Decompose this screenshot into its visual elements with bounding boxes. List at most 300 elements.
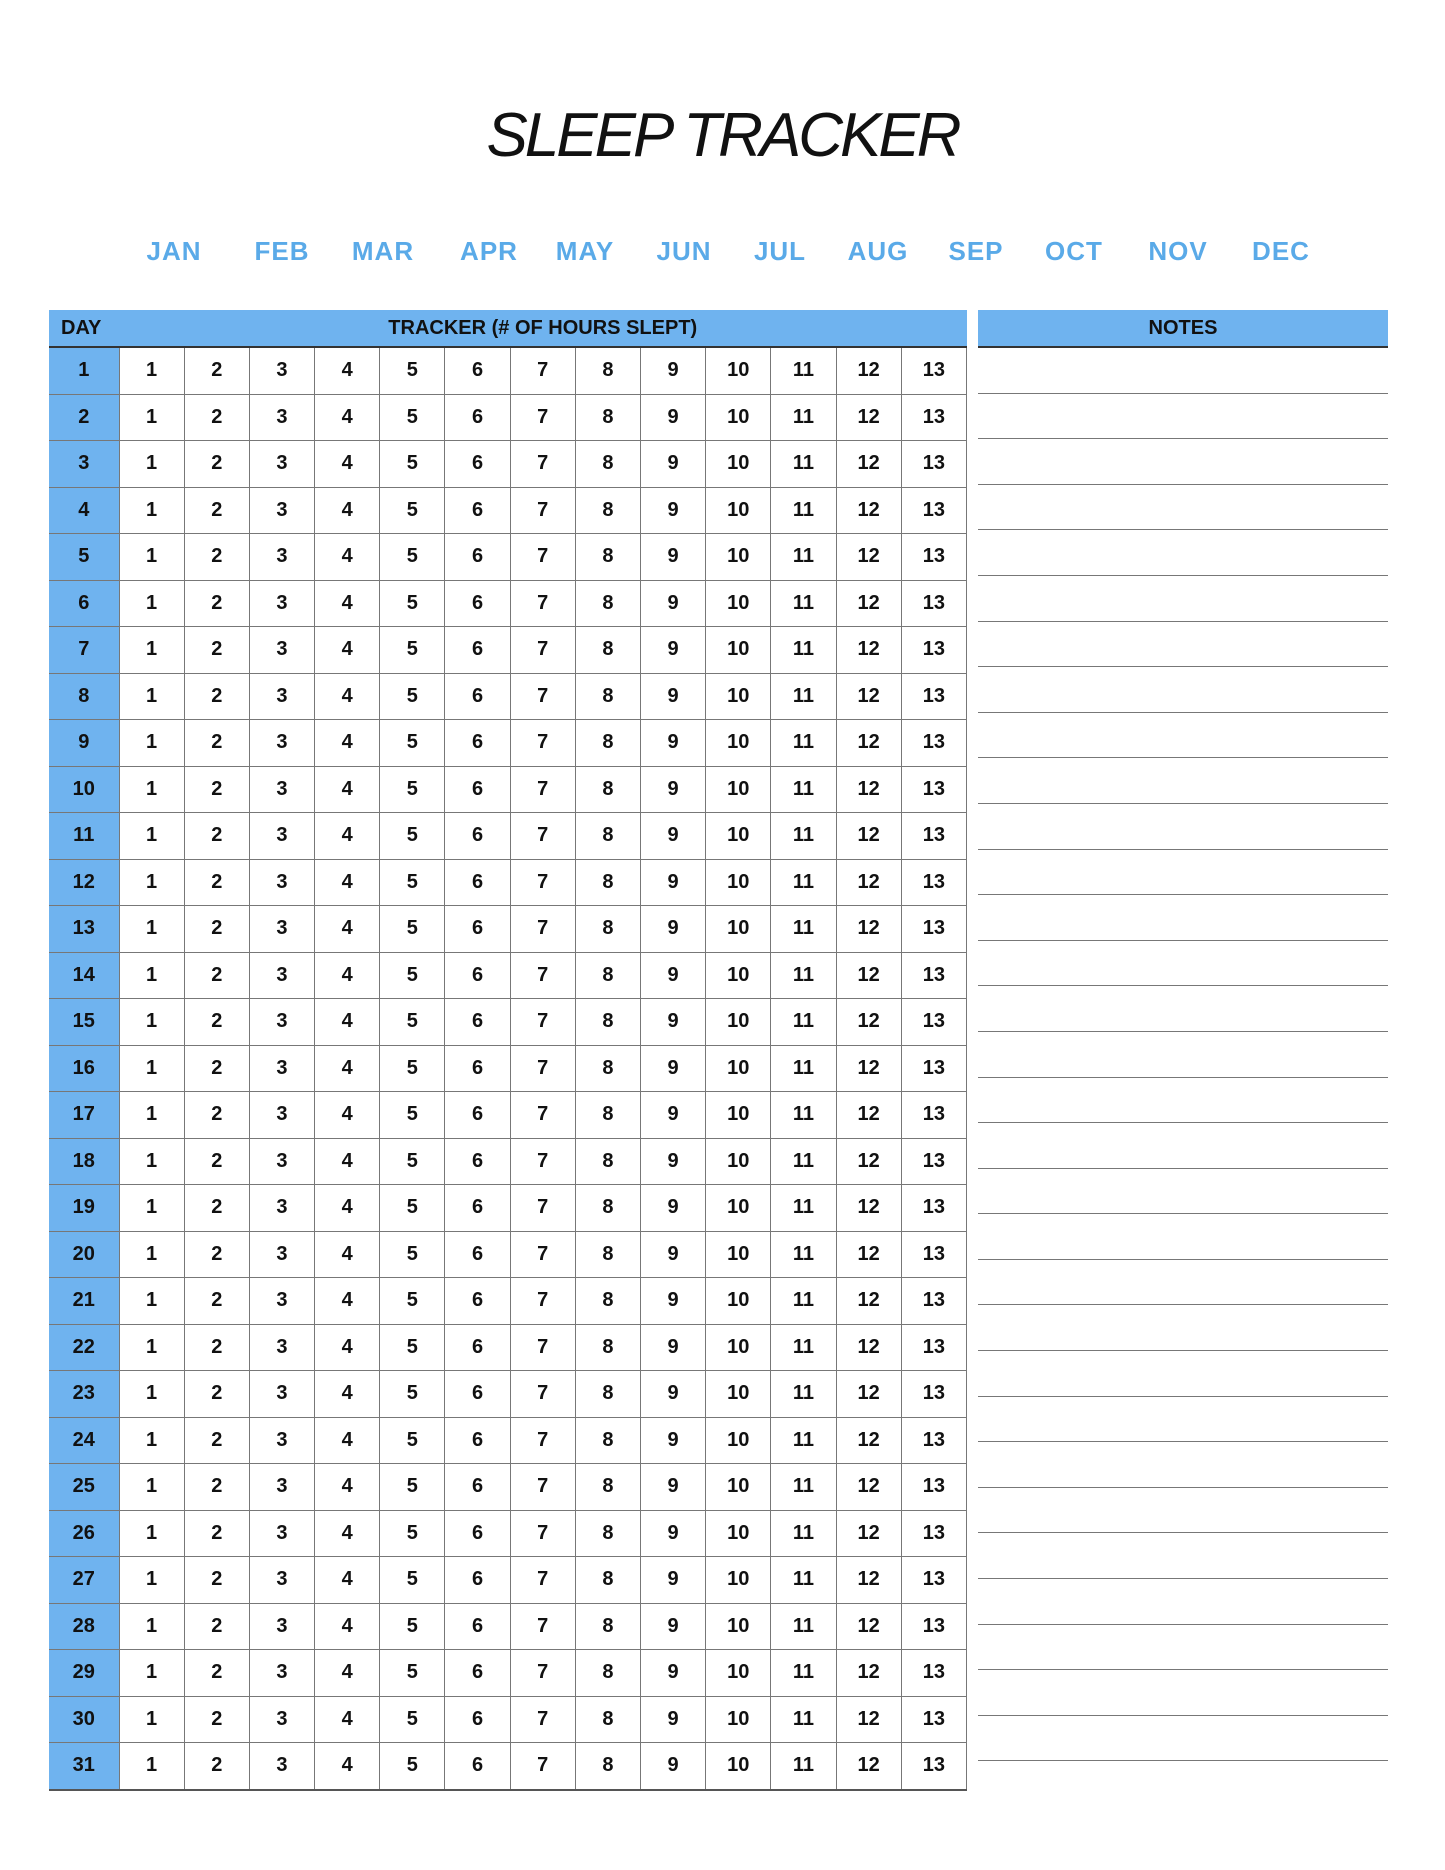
hour-cell[interactable]: 1 <box>119 1417 184 1464</box>
hour-cell[interactable]: 11 <box>771 1138 836 1185</box>
hour-cell[interactable]: 3 <box>249 1417 314 1464</box>
hour-cell[interactable]: 1 <box>119 1231 184 1278</box>
hour-cell[interactable]: 7 <box>510 1324 575 1371</box>
hour-cell[interactable]: 13 <box>901 1185 966 1232</box>
note-line[interactable] <box>978 485 1388 531</box>
hour-cell[interactable]: 3 <box>249 1092 314 1139</box>
hour-cell[interactable]: 4 <box>315 1417 380 1464</box>
hour-cell[interactable]: 5 <box>380 1092 445 1139</box>
hour-cell[interactable]: 9 <box>641 1092 706 1139</box>
hour-cell[interactable]: 7 <box>510 859 575 906</box>
hour-cell[interactable]: 11 <box>771 487 836 534</box>
hour-cell[interactable]: 4 <box>315 1557 380 1604</box>
hour-cell[interactable]: 13 <box>901 1510 966 1557</box>
hour-cell[interactable]: 5 <box>380 487 445 534</box>
hour-cell[interactable]: 5 <box>380 1464 445 1511</box>
hour-cell[interactable]: 7 <box>510 1603 575 1650</box>
hour-cell[interactable]: 9 <box>641 1464 706 1511</box>
note-line[interactable] <box>978 1716 1388 1762</box>
hour-cell[interactable]: 6 <box>445 859 510 906</box>
hour-cell[interactable]: 13 <box>901 1557 966 1604</box>
hour-cell[interactable]: 12 <box>836 1650 901 1697</box>
hour-cell[interactable]: 3 <box>249 766 314 813</box>
hour-cell[interactable]: 11 <box>771 1324 836 1371</box>
hour-cell[interactable]: 8 <box>575 627 640 674</box>
hour-cell[interactable]: 13 <box>901 1371 966 1418</box>
hour-cell[interactable]: 2 <box>184 627 249 674</box>
hour-cell[interactable]: 2 <box>184 1557 249 1604</box>
hour-cell[interactable]: 4 <box>315 1464 380 1511</box>
hour-cell[interactable]: 5 <box>380 534 445 581</box>
hour-cell[interactable]: 4 <box>315 487 380 534</box>
hour-cell[interactable]: 2 <box>184 1650 249 1697</box>
month-may[interactable]: MAY <box>555 236 615 266</box>
hour-cell[interactable]: 13 <box>901 999 966 1046</box>
hour-cell[interactable]: 13 <box>901 1650 966 1697</box>
hour-cell[interactable]: 10 <box>706 999 771 1046</box>
hour-cell[interactable]: 9 <box>641 627 706 674</box>
hour-cell[interactable]: 10 <box>706 1138 771 1185</box>
hour-cell[interactable]: 10 <box>706 720 771 767</box>
hour-cell[interactable]: 11 <box>771 1464 836 1511</box>
hour-cell[interactable]: 7 <box>510 1650 575 1697</box>
hour-cell[interactable]: 13 <box>901 906 966 953</box>
hour-cell[interactable]: 10 <box>706 673 771 720</box>
hour-cell[interactable]: 11 <box>771 1045 836 1092</box>
hour-cell[interactable]: 7 <box>510 1557 575 1604</box>
note-line[interactable] <box>978 1032 1388 1078</box>
hour-cell[interactable]: 3 <box>249 580 314 627</box>
hour-cell[interactable]: 5 <box>380 1231 445 1278</box>
hour-cell[interactable]: 8 <box>575 1464 640 1511</box>
hour-cell[interactable]: 13 <box>901 1138 966 1185</box>
month-aug[interactable]: AUG <box>847 236 909 266</box>
hour-cell[interactable]: 3 <box>249 1603 314 1650</box>
note-line[interactable] <box>978 394 1388 440</box>
hour-cell[interactable]: 9 <box>641 1417 706 1464</box>
hour-cell[interactable]: 11 <box>771 1371 836 1418</box>
hour-cell[interactable]: 13 <box>901 347 966 394</box>
hour-cell[interactable]: 3 <box>249 1138 314 1185</box>
hour-cell[interactable]: 3 <box>249 1743 314 1790</box>
hour-cell[interactable]: 11 <box>771 394 836 441</box>
hour-cell[interactable]: 7 <box>510 813 575 860</box>
hour-cell[interactable]: 12 <box>836 859 901 906</box>
hour-cell[interactable]: 6 <box>445 1696 510 1743</box>
hour-cell[interactable]: 1 <box>119 673 184 720</box>
hour-cell[interactable]: 10 <box>706 1231 771 1278</box>
hour-cell[interactable]: 5 <box>380 720 445 767</box>
hour-cell[interactable]: 13 <box>901 394 966 441</box>
hour-cell[interactable]: 8 <box>575 1185 640 1232</box>
hour-cell[interactable]: 1 <box>119 1650 184 1697</box>
hour-cell[interactable]: 3 <box>249 673 314 720</box>
hour-cell[interactable]: 3 <box>249 487 314 534</box>
hour-cell[interactable]: 6 <box>445 1417 510 1464</box>
note-line[interactable] <box>978 576 1388 622</box>
hour-cell[interactable]: 7 <box>510 487 575 534</box>
hour-cell[interactable]: 8 <box>575 1417 640 1464</box>
hour-cell[interactable]: 9 <box>641 1650 706 1697</box>
hour-cell[interactable]: 10 <box>706 1278 771 1325</box>
hour-cell[interactable]: 3 <box>249 1557 314 1604</box>
hour-cell[interactable]: 13 <box>901 441 966 488</box>
hour-cell[interactable]: 4 <box>315 906 380 953</box>
hour-cell[interactable]: 6 <box>445 999 510 1046</box>
hour-cell[interactable]: 6 <box>445 1138 510 1185</box>
hour-cell[interactable]: 11 <box>771 1650 836 1697</box>
hour-cell[interactable]: 4 <box>315 1138 380 1185</box>
hour-cell[interactable]: 9 <box>641 1603 706 1650</box>
hour-cell[interactable]: 9 <box>641 720 706 767</box>
hour-cell[interactable]: 10 <box>706 1092 771 1139</box>
hour-cell[interactable]: 11 <box>771 1743 836 1790</box>
hour-cell[interactable]: 5 <box>380 999 445 1046</box>
hour-cell[interactable]: 9 <box>641 999 706 1046</box>
hour-cell[interactable]: 1 <box>119 906 184 953</box>
hour-cell[interactable]: 7 <box>510 673 575 720</box>
hour-cell[interactable]: 2 <box>184 487 249 534</box>
hour-cell[interactable]: 2 <box>184 720 249 767</box>
note-line[interactable] <box>978 1078 1388 1124</box>
note-line[interactable] <box>978 1305 1388 1351</box>
hour-cell[interactable]: 11 <box>771 534 836 581</box>
hour-cell[interactable]: 6 <box>445 673 510 720</box>
hour-cell[interactable]: 7 <box>510 627 575 674</box>
hour-cell[interactable]: 3 <box>249 813 314 860</box>
note-line[interactable] <box>978 941 1388 987</box>
hour-cell[interactable]: 1 <box>119 394 184 441</box>
hour-cell[interactable]: 4 <box>315 347 380 394</box>
hour-cell[interactable]: 10 <box>706 487 771 534</box>
hour-cell[interactable]: 5 <box>380 1417 445 1464</box>
hour-cell[interactable]: 1 <box>119 441 184 488</box>
hour-cell[interactable]: 13 <box>901 1231 966 1278</box>
hour-cell[interactable]: 7 <box>510 1371 575 1418</box>
hour-cell[interactable]: 2 <box>184 1278 249 1325</box>
hour-cell[interactable]: 13 <box>901 859 966 906</box>
hour-cell[interactable]: 6 <box>445 534 510 581</box>
hour-cell[interactable]: 1 <box>119 1371 184 1418</box>
hour-cell[interactable]: 7 <box>510 1510 575 1557</box>
hour-cell[interactable]: 11 <box>771 1603 836 1650</box>
hour-cell[interactable]: 6 <box>445 347 510 394</box>
month-mar[interactable]: MAR <box>351 236 415 266</box>
hour-cell[interactable]: 8 <box>575 534 640 581</box>
hour-cell[interactable]: 6 <box>445 627 510 674</box>
month-feb[interactable]: FEB <box>254 236 310 266</box>
hour-cell[interactable]: 10 <box>706 1464 771 1511</box>
hour-cell[interactable]: 5 <box>380 1696 445 1743</box>
note-line[interactable] <box>978 439 1388 485</box>
hour-cell[interactable]: 9 <box>641 347 706 394</box>
hour-cell[interactable]: 4 <box>315 1278 380 1325</box>
hour-cell[interactable]: 6 <box>445 1650 510 1697</box>
hour-cell[interactable]: 10 <box>706 952 771 999</box>
note-line[interactable] <box>978 1488 1388 1534</box>
hour-cell[interactable]: 8 <box>575 673 640 720</box>
hour-cell[interactable]: 8 <box>575 394 640 441</box>
hour-cell[interactable]: 8 <box>575 952 640 999</box>
hour-cell[interactable]: 6 <box>445 906 510 953</box>
hour-cell[interactable]: 8 <box>575 1324 640 1371</box>
hour-cell[interactable]: 10 <box>706 813 771 860</box>
hour-cell[interactable]: 6 <box>445 813 510 860</box>
hour-cell[interactable]: 10 <box>706 1603 771 1650</box>
hour-cell[interactable]: 5 <box>380 441 445 488</box>
hour-cell[interactable]: 5 <box>380 1603 445 1650</box>
hour-cell[interactable]: 1 <box>119 580 184 627</box>
hour-cell[interactable]: 6 <box>445 1743 510 1790</box>
hour-cell[interactable]: 4 <box>315 534 380 581</box>
hour-cell[interactable]: 4 <box>315 1045 380 1092</box>
month-nov[interactable]: NOV <box>1148 236 1208 266</box>
hour-cell[interactable]: 2 <box>184 859 249 906</box>
hour-cell[interactable]: 10 <box>706 534 771 581</box>
hour-cell[interactable]: 11 <box>771 1557 836 1604</box>
hour-cell[interactable]: 9 <box>641 1185 706 1232</box>
hour-cell[interactable]: 5 <box>380 766 445 813</box>
hour-cell[interactable]: 9 <box>641 1278 706 1325</box>
hour-cell[interactable]: 4 <box>315 441 380 488</box>
hour-cell[interactable]: 10 <box>706 580 771 627</box>
note-line[interactable] <box>978 348 1388 394</box>
hour-cell[interactable]: 4 <box>315 1696 380 1743</box>
hour-cell[interactable]: 7 <box>510 766 575 813</box>
hour-cell[interactable]: 7 <box>510 1231 575 1278</box>
hour-cell[interactable]: 3 <box>249 906 314 953</box>
hour-cell[interactable]: 4 <box>315 1743 380 1790</box>
hour-cell[interactable]: 7 <box>510 394 575 441</box>
hour-cell[interactable]: 13 <box>901 813 966 860</box>
note-line[interactable] <box>978 1625 1388 1671</box>
hour-cell[interactable]: 9 <box>641 766 706 813</box>
hour-cell[interactable]: 12 <box>836 1603 901 1650</box>
hour-cell[interactable]: 4 <box>315 952 380 999</box>
hour-cell[interactable]: 4 <box>315 1231 380 1278</box>
hour-cell[interactable]: 4 <box>315 1650 380 1697</box>
hour-cell[interactable]: 10 <box>706 1696 771 1743</box>
hour-cell[interactable]: 12 <box>836 999 901 1046</box>
hour-cell[interactable]: 3 <box>249 394 314 441</box>
hour-cell[interactable]: 3 <box>249 1510 314 1557</box>
hour-cell[interactable]: 3 <box>249 952 314 999</box>
hour-cell[interactable]: 1 <box>119 487 184 534</box>
hour-cell[interactable]: 11 <box>771 580 836 627</box>
hour-cell[interactable]: 1 <box>119 1464 184 1511</box>
hour-cell[interactable]: 4 <box>315 1092 380 1139</box>
note-line[interactable] <box>978 1533 1388 1579</box>
hour-cell[interactable]: 5 <box>380 1510 445 1557</box>
hour-cell[interactable]: 13 <box>901 673 966 720</box>
hour-cell[interactable]: 3 <box>249 859 314 906</box>
note-line[interactable] <box>978 713 1388 759</box>
hour-cell[interactable]: 1 <box>119 1603 184 1650</box>
hour-cell[interactable]: 11 <box>771 441 836 488</box>
hour-cell[interactable]: 13 <box>901 1743 966 1790</box>
hour-cell[interactable]: 11 <box>771 347 836 394</box>
hour-cell[interactable]: 12 <box>836 534 901 581</box>
hour-cell[interactable]: 7 <box>510 720 575 767</box>
hour-cell[interactable]: 2 <box>184 813 249 860</box>
hour-cell[interactable]: 3 <box>249 1371 314 1418</box>
hour-cell[interactable]: 13 <box>901 1324 966 1371</box>
hour-cell[interactable]: 7 <box>510 441 575 488</box>
hour-cell[interactable]: 9 <box>641 1138 706 1185</box>
hour-cell[interactable]: 2 <box>184 673 249 720</box>
hour-cell[interactable]: 1 <box>119 720 184 767</box>
hour-cell[interactable]: 7 <box>510 1743 575 1790</box>
hour-cell[interactable]: 11 <box>771 1231 836 1278</box>
hour-cell[interactable]: 12 <box>836 906 901 953</box>
hour-cell[interactable]: 2 <box>184 1045 249 1092</box>
hour-cell[interactable]: 11 <box>771 813 836 860</box>
hour-cell[interactable]: 11 <box>771 1696 836 1743</box>
hour-cell[interactable]: 8 <box>575 999 640 1046</box>
hour-cell[interactable]: 9 <box>641 487 706 534</box>
hour-cell[interactable]: 11 <box>771 1510 836 1557</box>
hour-cell[interactable]: 9 <box>641 1557 706 1604</box>
hour-cell[interactable]: 3 <box>249 1696 314 1743</box>
hour-cell[interactable]: 10 <box>706 766 771 813</box>
hour-cell[interactable]: 6 <box>445 1278 510 1325</box>
hour-cell[interactable]: 9 <box>641 580 706 627</box>
hour-cell[interactable]: 4 <box>315 813 380 860</box>
hour-cell[interactable]: 2 <box>184 1185 249 1232</box>
hour-cell[interactable]: 5 <box>380 1185 445 1232</box>
hour-cell[interactable]: 8 <box>575 1278 640 1325</box>
hour-cell[interactable]: 7 <box>510 952 575 999</box>
hour-cell[interactable]: 11 <box>771 1278 836 1325</box>
hour-cell[interactable]: 5 <box>380 1557 445 1604</box>
hour-cell[interactable]: 10 <box>706 1324 771 1371</box>
hour-cell[interactable]: 9 <box>641 906 706 953</box>
hour-cell[interactable]: 7 <box>510 1045 575 1092</box>
hour-cell[interactable]: 1 <box>119 1696 184 1743</box>
hour-cell[interactable]: 4 <box>315 394 380 441</box>
hour-cell[interactable]: 9 <box>641 1045 706 1092</box>
hour-cell[interactable]: 1 <box>119 952 184 999</box>
hour-cell[interactable]: 11 <box>771 1417 836 1464</box>
hour-cell[interactable]: 4 <box>315 859 380 906</box>
hour-cell[interactable]: 7 <box>510 1092 575 1139</box>
hour-cell[interactable]: 9 <box>641 534 706 581</box>
hour-cell[interactable]: 12 <box>836 1557 901 1604</box>
hour-cell[interactable]: 13 <box>901 1603 966 1650</box>
note-line[interactable] <box>978 1169 1388 1215</box>
hour-cell[interactable]: 10 <box>706 347 771 394</box>
hour-cell[interactable]: 2 <box>184 1092 249 1139</box>
hour-cell[interactable]: 1 <box>119 534 184 581</box>
hour-cell[interactable]: 5 <box>380 1045 445 1092</box>
note-line[interactable] <box>978 758 1388 804</box>
hour-cell[interactable]: 10 <box>706 1371 771 1418</box>
hour-cell[interactable]: 2 <box>184 952 249 999</box>
hour-cell[interactable]: 10 <box>706 441 771 488</box>
note-line[interactable] <box>978 1579 1388 1625</box>
note-line[interactable] <box>978 1214 1388 1260</box>
hour-cell[interactable]: 2 <box>184 1603 249 1650</box>
hour-cell[interactable]: 12 <box>836 1138 901 1185</box>
hour-cell[interactable]: 6 <box>445 952 510 999</box>
note-line[interactable] <box>978 850 1388 896</box>
hour-cell[interactable]: 3 <box>249 1045 314 1092</box>
hour-cell[interactable]: 2 <box>184 1417 249 1464</box>
hour-cell[interactable]: 4 <box>315 580 380 627</box>
hour-cell[interactable]: 5 <box>380 1743 445 1790</box>
hour-cell[interactable]: 11 <box>771 859 836 906</box>
hour-cell[interactable]: 13 <box>901 1464 966 1511</box>
hour-cell[interactable]: 10 <box>706 394 771 441</box>
hour-cell[interactable]: 9 <box>641 1231 706 1278</box>
hour-cell[interactable]: 3 <box>249 1650 314 1697</box>
hour-cell[interactable]: 2 <box>184 1510 249 1557</box>
hour-cell[interactable]: 8 <box>575 1510 640 1557</box>
hour-cell[interactable]: 10 <box>706 627 771 674</box>
hour-cell[interactable]: 4 <box>315 720 380 767</box>
hour-cell[interactable]: 6 <box>445 1185 510 1232</box>
hour-cell[interactable]: 11 <box>771 673 836 720</box>
hour-cell[interactable]: 8 <box>575 1371 640 1418</box>
hour-cell[interactable]: 5 <box>380 394 445 441</box>
hour-cell[interactable]: 8 <box>575 487 640 534</box>
hour-cell[interactable]: 12 <box>836 1371 901 1418</box>
month-jun[interactable]: JUN <box>656 236 712 266</box>
hour-cell[interactable]: 6 <box>445 766 510 813</box>
hour-cell[interactable]: 12 <box>836 347 901 394</box>
hour-cell[interactable]: 8 <box>575 720 640 767</box>
hour-cell[interactable]: 1 <box>119 813 184 860</box>
hour-cell[interactable]: 7 <box>510 1464 575 1511</box>
hour-cell[interactable]: 12 <box>836 1092 901 1139</box>
hour-cell[interactable]: 12 <box>836 1278 901 1325</box>
hour-cell[interactable]: 1 <box>119 627 184 674</box>
hour-cell[interactable]: 8 <box>575 1557 640 1604</box>
hour-cell[interactable]: 12 <box>836 1045 901 1092</box>
hour-cell[interactable]: 13 <box>901 766 966 813</box>
hour-cell[interactable]: 1 <box>119 859 184 906</box>
month-jul[interactable]: JUL <box>753 236 807 266</box>
hour-cell[interactable]: 9 <box>641 394 706 441</box>
hour-cell[interactable]: 12 <box>836 1417 901 1464</box>
hour-cell[interactable]: 1 <box>119 999 184 1046</box>
hour-cell[interactable]: 12 <box>836 580 901 627</box>
hour-cell[interactable]: 4 <box>315 1603 380 1650</box>
hour-cell[interactable]: 6 <box>445 441 510 488</box>
hour-cell[interactable]: 6 <box>445 1371 510 1418</box>
hour-cell[interactable]: 1 <box>119 1138 184 1185</box>
hour-cell[interactable]: 7 <box>510 347 575 394</box>
month-apr[interactable]: APR <box>460 236 518 266</box>
hour-cell[interactable]: 11 <box>771 1092 836 1139</box>
hour-cell[interactable]: 13 <box>901 580 966 627</box>
hour-cell[interactable]: 3 <box>249 1464 314 1511</box>
hour-cell[interactable]: 13 <box>901 1417 966 1464</box>
note-line[interactable] <box>978 1351 1388 1397</box>
hour-cell[interactable]: 11 <box>771 766 836 813</box>
hour-cell[interactable]: 10 <box>706 1417 771 1464</box>
hour-cell[interactable]: 7 <box>510 906 575 953</box>
hour-cell[interactable]: 4 <box>315 673 380 720</box>
hour-cell[interactable]: 10 <box>706 1650 771 1697</box>
hour-cell[interactable]: 12 <box>836 1696 901 1743</box>
hour-cell[interactable]: 8 <box>575 441 640 488</box>
hour-cell[interactable]: 7 <box>510 1417 575 1464</box>
hour-cell[interactable]: 5 <box>380 1650 445 1697</box>
hour-cell[interactable]: 1 <box>119 1045 184 1092</box>
hour-cell[interactable]: 2 <box>184 1696 249 1743</box>
hour-cell[interactable]: 6 <box>445 487 510 534</box>
